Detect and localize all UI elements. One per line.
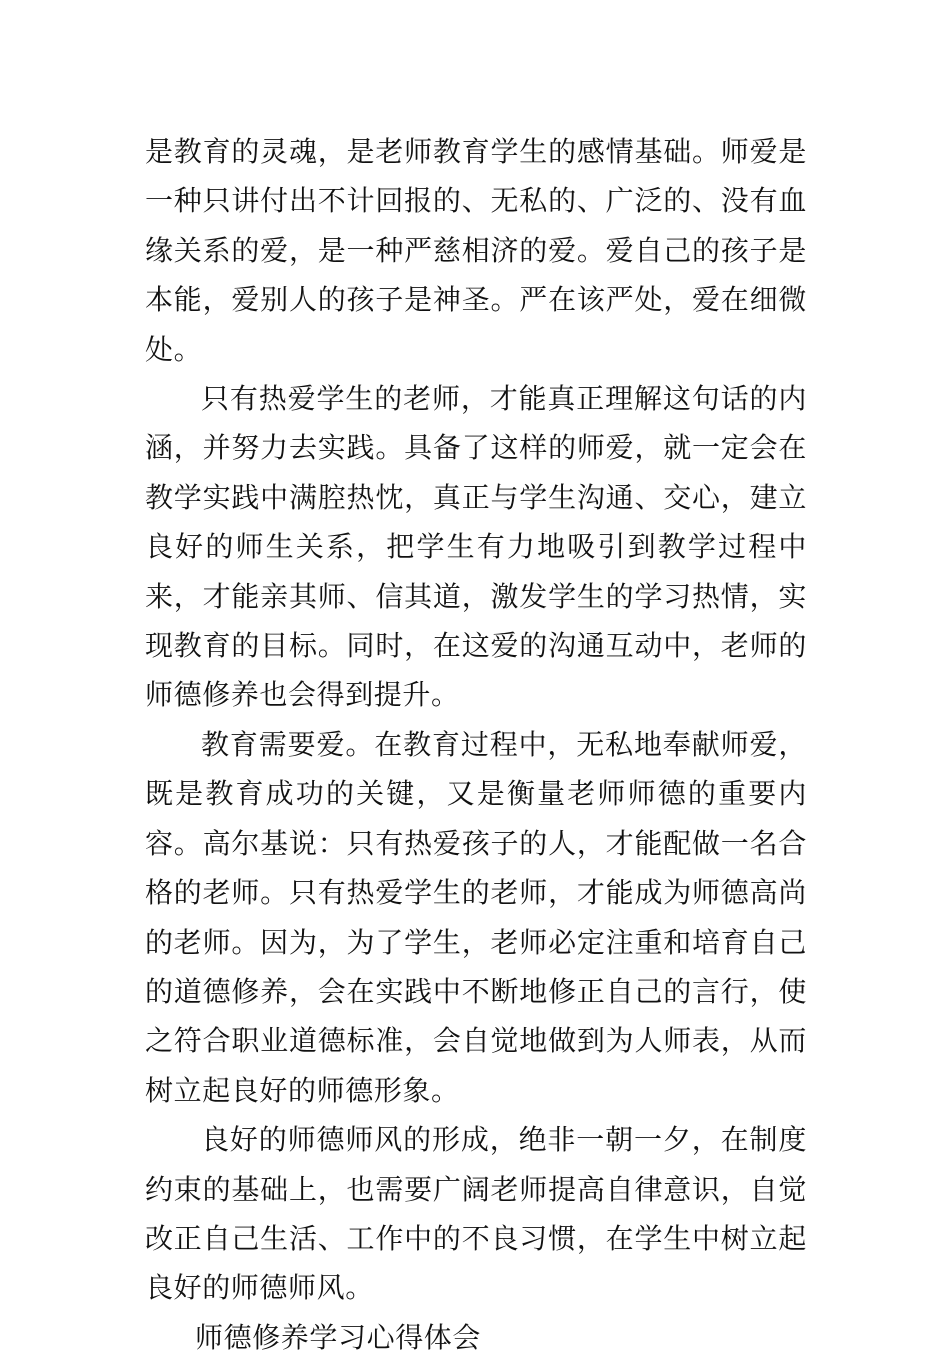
paragraph-teacher-love: 只有热爱学生的老师，才能真正理解这句话的内涵，并努力去实践。具备了这样的师爱，就一定会在教学实践中满腔热忱，真正与学生沟通、交心，建立良好的师生关系，把学生有力地吸引到教学过程中来，才能亲其师、信其道，激发学生的学习热情，实现教育的目标。同时，在这爱的沟通互动中，老师的师德修养也会得到提升。 — [145, 382, 807, 712]
section-heading: 师德修养学习心得体会 — [195, 1320, 482, 1354]
paragraph-ethics-formation: 良好的师德师风的形成，绝非一朝一夕，在制度约束的基础上，也需要广阔老师提高自律意识，自觉改正自己生活、工作中的不良习惯，在学生中树立起良好的师德师风。 — [145, 1123, 807, 1305]
document-body — [145, 127, 807, 1362]
paragraph-continuation: 是教育的灵魂，是老师教育学生的感情基础。师爱是一种只讲付出不计回报的、无私的、广泛的、没有血缘关系的爱，是一种严慈相济的爱。爱自己的孩子是本能，爱别人的孩子是神圣。严在该严处，爱在细微处。 — [145, 135, 807, 366]
paragraph-education-needs-love: 教育需要爱。在教育过程中，无私地奉献师爱，既是教育成功的关键，又是衡量老师师德的重要内容。高尔基说：只有热爱孩子的人，才能配做一名合格的老师。只有热爱学生的老师，才能成为师德高尚的老师。因为，为了学生，老师必定注重和培育自己的道德修养，会在实践中不断地修正自己的言行，使之符合职业道德标准，会自觉地做到为人师表，从而树立起良好的师德形象。 — [145, 727, 807, 1107]
